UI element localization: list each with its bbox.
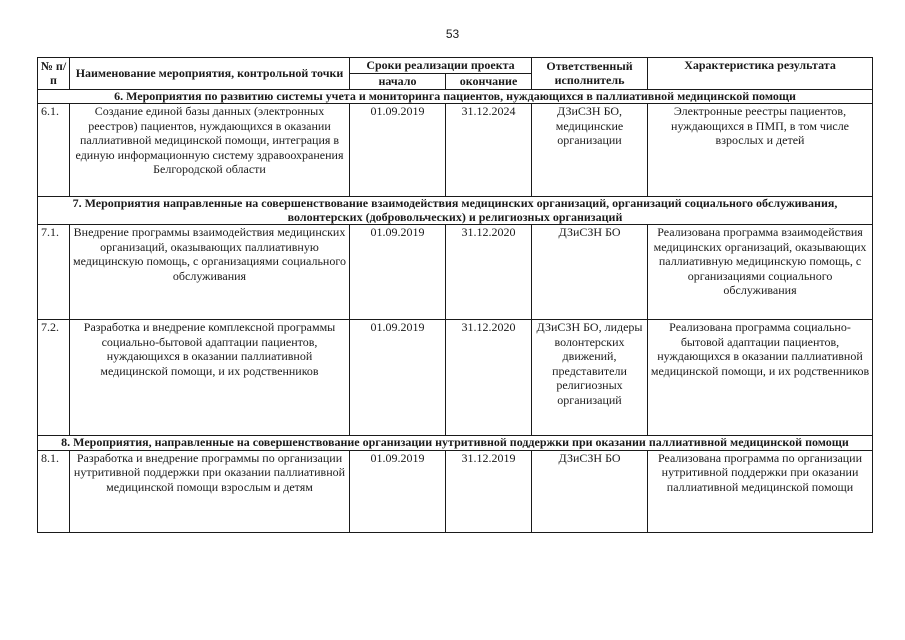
page-number: 53 — [445, 27, 460, 41]
header-result: Характеристика результата — [648, 58, 873, 90]
row-start: 01.09.2019 — [350, 320, 446, 436]
header-name: Наименование мероприятия, контрольной точки — [70, 58, 350, 90]
row-name: Создание единой базы данных (электронных реестров) пациентов, нуждающихся в оказании паллиативной медицинской помощи, интеграция в единую информационную систему здравоохранения Белгородской области — [70, 104, 350, 197]
row-responsible: ДЗиСЗН БО — [532, 450, 648, 532]
row-start: 01.09.2019 — [350, 104, 446, 197]
row-name: Внедрение программы взаимодействия медицинских организаций, оказывающих паллиативную медицинскую помощь, с организациями социального обслуживания — [70, 225, 350, 320]
row-num: 7.1. — [38, 225, 70, 320]
section-heading-8 — [38, 436, 873, 451]
header-responsible: Ответственный исполнитель — [532, 58, 648, 90]
row-result: Реализована программа взаимодействия медицинских организаций, оказывающих паллиативную медицинскую помощь, с организациями социального обслуживания — [648, 225, 873, 320]
row-end: 31.12.2020 — [446, 225, 532, 320]
section-title: 6. Мероприятия по развитию системы учета и мониторинга пациентов, нуждающихся в паллиативной медицинской помощи — [38, 89, 873, 104]
header-period: Сроки реализации проекта — [350, 58, 532, 74]
row-end: 31.12.2020 — [446, 320, 532, 436]
section-heading-6 — [38, 89, 873, 104]
header-start: начало — [350, 74, 446, 90]
row-start: 01.09.2019 — [350, 450, 446, 532]
table-row-7-1 — [38, 225, 873, 320]
table-row-6-1 — [38, 104, 873, 197]
section-title: 8. Мероприятия, направленные на совершенствование организации нутритивной поддержки при оказании паллиативной медицинской помощи — [38, 436, 873, 451]
row-end: 31.12.2024 — [446, 104, 532, 197]
measures-table — [37, 57, 873, 533]
row-result: Электронные реестры пациентов, нуждающихся в ПМП, в том числе взрослых и детей — [648, 104, 873, 197]
header-end: окончание — [446, 74, 532, 90]
row-result: Реализована программа социально-бытовой адаптации пациентов, нуждающихся в оказании паллиативной медицинской помощи, и их родственников — [648, 320, 873, 436]
row-responsible: ДЗиСЗН БО — [532, 225, 648, 320]
table-row-8-1 — [38, 450, 873, 532]
row-end: 31.12.2019 — [446, 450, 532, 532]
row-start: 01.09.2019 — [350, 225, 446, 320]
table-row-7-2 — [38, 320, 873, 436]
row-num: 6.1. — [38, 104, 70, 197]
section-heading-7 — [38, 197, 873, 225]
row-num: 7.2. — [38, 320, 70, 436]
section-title: 7. Мероприятия направленные на совершенствование взаимодействия медицинских организаций, организаций социального обслуживания, волонтерских (добровольческих) и религиозных организаций — [38, 197, 873, 225]
row-name: Разработка и внедрение комплексной программы социально-бытовой адаптации пациентов, нуждающихся в оказании паллиативной медицинской помощи, и их родственников — [70, 320, 350, 436]
row-responsible: ДЗиСЗН БО, лидеры волонтерских движений, представители религиозных организаций — [532, 320, 648, 436]
row-num: 8.1. — [38, 450, 70, 532]
row-result: Реализована программа по организации нутритивной поддержки при оказании паллиативной медицинской помощи — [648, 450, 873, 532]
row-name: Разработка и внедрение программы по организации нутритивной поддержки при оказании паллиативной медицинской помощи взрослым и детям — [70, 450, 350, 532]
header-num: № п/п — [38, 58, 70, 90]
row-responsible: ДЗиСЗН БО, медицинские организации — [532, 104, 648, 197]
